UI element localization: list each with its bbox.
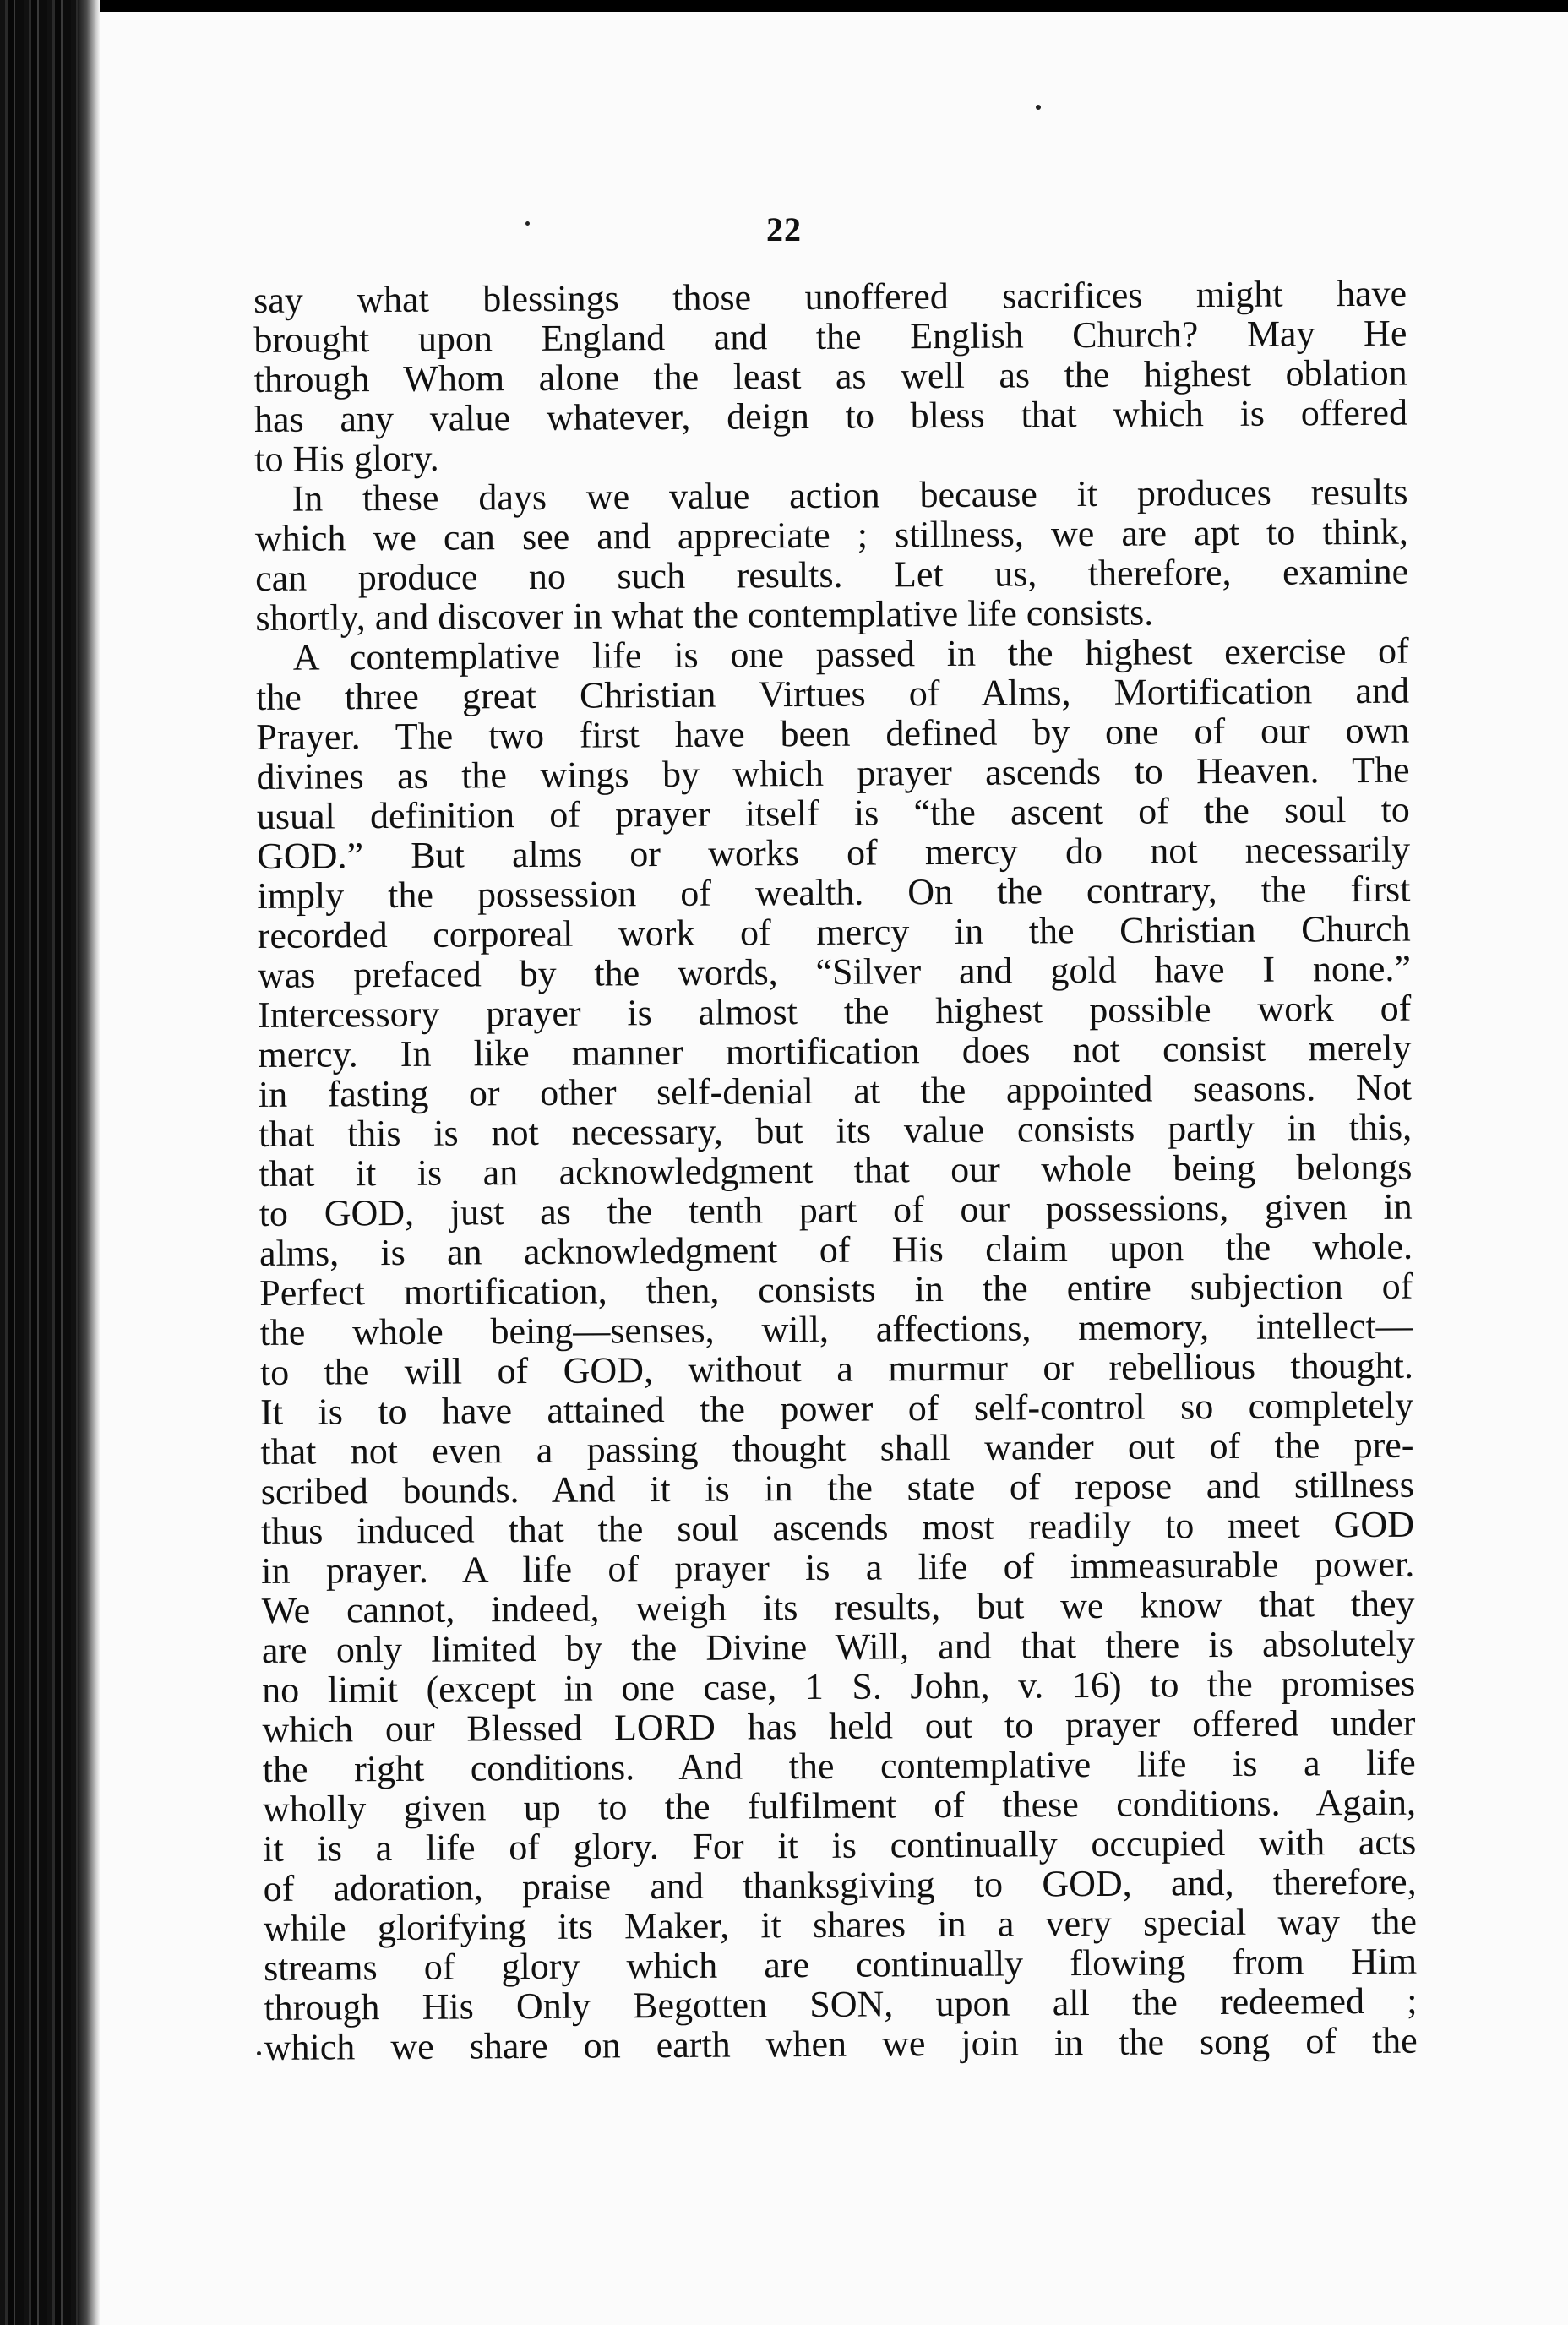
text-line: while glorifying its Maker, it shares in a very special way the bbox=[263, 1900, 1418, 1949]
text-line: which we share on earth when we join in the song of the bbox=[264, 2019, 1418, 2068]
text-line: A contemplative life is one passed in the highest exercise of bbox=[292, 629, 1409, 678]
text-line: say what blessings those unoffered sacrifices might have bbox=[253, 272, 1407, 321]
text-line: divines as the wings by which prayer ascends to Heaven. The bbox=[256, 749, 1410, 798]
text-line: brought upon England and the English Church? May He bbox=[253, 312, 1407, 361]
page-number: 22 bbox=[766, 210, 802, 248]
text-line: usual definition of prayer itself is “the ascent of the soul to bbox=[256, 788, 1411, 837]
text-line: streams of glory which are continually flowing from Him bbox=[264, 1940, 1418, 1989]
text-line: the three great Christian Virtues of Alms, Mortification and bbox=[255, 669, 1410, 718]
text-line: Intercessory prayer is almost the highest possible work of bbox=[258, 987, 1412, 1036]
text-line: through His Only Begotten SON, upon all the redeemed ; bbox=[264, 1979, 1418, 2028]
text-line: which our Blessed LORD has held out to prayer offered under bbox=[262, 1702, 1416, 1751]
text-line: through Whom alone the least as well as the highest oblation bbox=[253, 351, 1407, 400]
text-line: in prayer. A life of prayer is a life of immeasurable power. bbox=[261, 1543, 1415, 1592]
text-line: which we can see and appreciate ; stillness, we are apt to think, bbox=[254, 510, 1408, 559]
text-line: alms, is an acknowledgment of His claim upon the whole. bbox=[259, 1225, 1413, 1274]
text-line: the right conditions. And the contemplative life is a life bbox=[262, 1741, 1416, 1790]
text-line: no limit (except in one case, 1 S. John, v. 16) to the promises bbox=[262, 1662, 1416, 1711]
text-line: are only limited by the Divine Will, and that there is absolutely bbox=[261, 1622, 1416, 1671]
text-line: in fasting or other self-denial at the appointed seasons. Not bbox=[258, 1066, 1413, 1115]
text-line: scribed bounds. And it is in the state of repose and stillness bbox=[260, 1463, 1414, 1512]
text-line: to the will of GOD, without a murmur or rebellious thought. bbox=[259, 1344, 1414, 1393]
text-line: mercy. In like manner mortification does not consist merely bbox=[258, 1026, 1412, 1075]
text-line: Perfect mortification, then, consists in the entire subjection of bbox=[259, 1265, 1413, 1314]
text-line: it is a life of glory. For it is continually occupied with acts bbox=[263, 1821, 1417, 1870]
ink-speck bbox=[257, 2051, 261, 2055]
text-line: Prayer. The two first have been defined by one of our own bbox=[256, 709, 1410, 758]
text-line: to His glory. bbox=[254, 437, 439, 480]
text-line: that this is not necessary, but its value consists partly in this, bbox=[259, 1106, 1413, 1155]
text-line: the whole being—senses, will, affections, memory, intellect— bbox=[259, 1304, 1413, 1353]
text-line: of adoration, praise and thanksgiving to GOD, and, therefore, bbox=[263, 1860, 1417, 1909]
text-line: was prefaced by the words, “Silver and gold have I none.” bbox=[257, 947, 1412, 996]
text-line: shortly, and discover in what the contemplative life consists. bbox=[255, 591, 1154, 639]
text-line: has any value whatever, deign to bless that which is offered bbox=[253, 391, 1408, 440]
body-text bbox=[253, 274, 1418, 2067]
ink-speck bbox=[1036, 105, 1041, 110]
text-line: imply the possession of wealth. On the contrary, the first bbox=[257, 868, 1411, 917]
text-line: It is to have attained the power of self-control so completely bbox=[260, 1384, 1414, 1433]
text-line: We cannot, indeed, weigh its results, but we know that they bbox=[261, 1582, 1415, 1631]
text-line: can produce no such results. Let us, therefore, examine bbox=[255, 550, 1409, 599]
text-line: thus induced that the soul ascends most readily to meet GOD bbox=[260, 1503, 1415, 1552]
text-line: In these days we value action because it produces results bbox=[291, 471, 1408, 520]
text-line: wholly given up to the fulfilment of these conditions. Again, bbox=[262, 1781, 1417, 1830]
page-gutter-edge bbox=[78, 0, 100, 2325]
text-line: that it is an acknowledgment that our whole being belongs bbox=[259, 1146, 1413, 1195]
text-line: GOD.” But alms or works of mercy do not necessarily bbox=[257, 828, 1411, 877]
text-line: that not even a passing thought shall wander out of the pre- bbox=[260, 1424, 1414, 1473]
text-line: to GOD, just as the tenth part of our possessions, given in bbox=[259, 1185, 1413, 1234]
text-line: recorded corporeal work of mercy in the Christian Church bbox=[257, 907, 1411, 956]
